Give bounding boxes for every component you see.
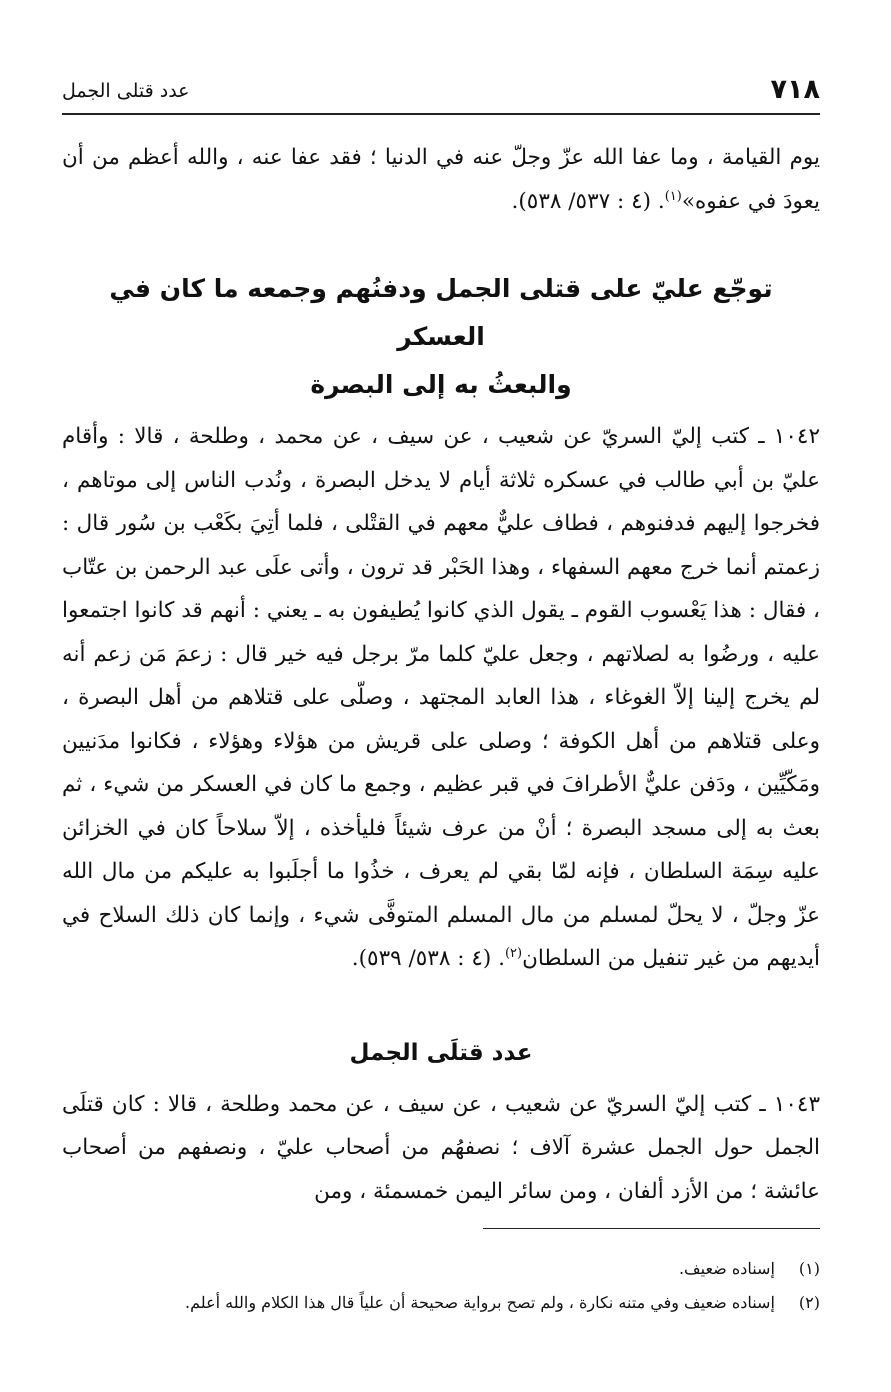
footnotes — [62, 1252, 820, 1320]
narration-1042 — [62, 415, 820, 981]
section-heading-1-line2: والبعثُ به إلى البصرة — [310, 370, 572, 399]
spacer — [62, 1073, 820, 1083]
section-heading-1-line1: توجّع عليّ على قتلى الجمل ودفنُهم وجمعه ما كان في العسكر — [109, 274, 773, 351]
footnote-ref-2: (٢) — [504, 945, 523, 961]
page-header — [62, 72, 820, 112]
narration-1042-text: ١٠٤٢ ـ كتب إليّ السريّ عن شعيب ، عن سيف ، عن محمد ، وطلحة ، قالا : وأقام عليّ بن أبي طالب في عسكره ثلاثة أيام لا يدخل البصرة ، ونُدب الناس إلى موتاهم ، فخرجوا إليهم فدفنوهم ، فطاف عليٌّ معهم في القتْلى ، فلما أتِيَ بكَعْب بن سُور قال : زعمتم أنما خرج معهم السفهاء ، وهذا الحَبْر قد ترون ، وأتى علَى عبد الرحمن بن عتّاب ، فقال : هذا يَعْسوب القوم ـ يقول الذي كانوا يُطيفون به ـ يعني : أنهم قد كانوا اجتمعوا عليه ، ورضُوا به لصلاتهم ، وجعل عليّ كلما مرّ برجل فيه خير قال : زعمَ مَن زعم أنه لم يخرج إلينا إلاّ الغوغاء ، هذا العابد المجتهد ، وصلّى على قتلاهم من أهل البصرة ، وعلى قتلاهم من أهل الكوفة ؛ وصلى على قريش من هؤلاء وهؤلاء ، فكانوا مدَنيين ومَكّيِّين ، ودَفن عليٌّ الأطرافَ في قبر عظيم ، وجمع ما كان في العسكر من شيء ، ثم بعث به إلى مسجد البصرة ؛ أنْ من عرف شيئاً فليأخذه ، إلاّ سلاحاً كان في الخزائن عليه سِمَة السلطان ، فإنه لمّا بقي لم يعرف ، خذُوا ما أجلَبوا به عليكم من مال الله عزّ وجلّ ، لا يحلّ لمسلم من مال المسلم المتوفَّى شيء ، وإنما كان ذلك السلاح في أيديهم من غير تنفيل من السلطان — [62, 424, 820, 971]
intro-citation: . (٤ : ٥٣٧/ ٥٣٨). — [511, 188, 665, 214]
running-title: عدد قتلى الجمل — [62, 80, 190, 102]
narration-1043-text: ١٠٤٣ ـ كتب إليّ السريّ عن شعيب ، عن سيف ، عن محمد وطلحة ، قالا : كان قتلَى الجمل حول الجمل عشرة آلاف ؛ نصفهُم من أصحاب عليّ ، ونصفهم من أصحاب عائشة ؛ من الأزد ألفان ، ومن سائر اليمن خمسمئة ، ومن — [62, 1091, 820, 1204]
footnote-ref-1: (١) — [664, 188, 682, 204]
header-rule — [62, 113, 820, 115]
section-heading-2: عدد قتلَى الجمل — [349, 1039, 533, 1066]
intro-text: يوم القيامة ، وما عفا الله عزّ وجلّ عنه في الدنيا ؛ فقد عفا عنه ، والله أعظم من أن يعودَ في عفوه» — [62, 145, 820, 214]
narration-1043 — [62, 1083, 820, 1214]
page-number: ٧١٨ — [770, 74, 820, 105]
footnote-text: إسناده ضعيف. — [678, 1259, 775, 1278]
footnote-text: إسناده ضعيف وفي متنه نكارة ، ولم تصح برواية صحيحة أن علياً قال هذا الكلام والله أعلم. — [185, 1293, 775, 1312]
section-heading-1 — [62, 265, 820, 409]
spacer — [62, 981, 820, 1033]
footnote-2 — [62, 1286, 820, 1320]
narration-1042-citation: . (٤ : ٥٣٨/ ٥٣٩). — [351, 946, 505, 971]
page-body — [62, 136, 820, 1213]
intro-paragraph — [62, 136, 820, 223]
footnote-1 — [62, 1252, 820, 1286]
spacer — [62, 223, 820, 265]
footnote-number: (١) — [798, 1259, 820, 1278]
footnote-rule — [483, 1228, 820, 1229]
footnote-number: (٢) — [798, 1293, 820, 1312]
